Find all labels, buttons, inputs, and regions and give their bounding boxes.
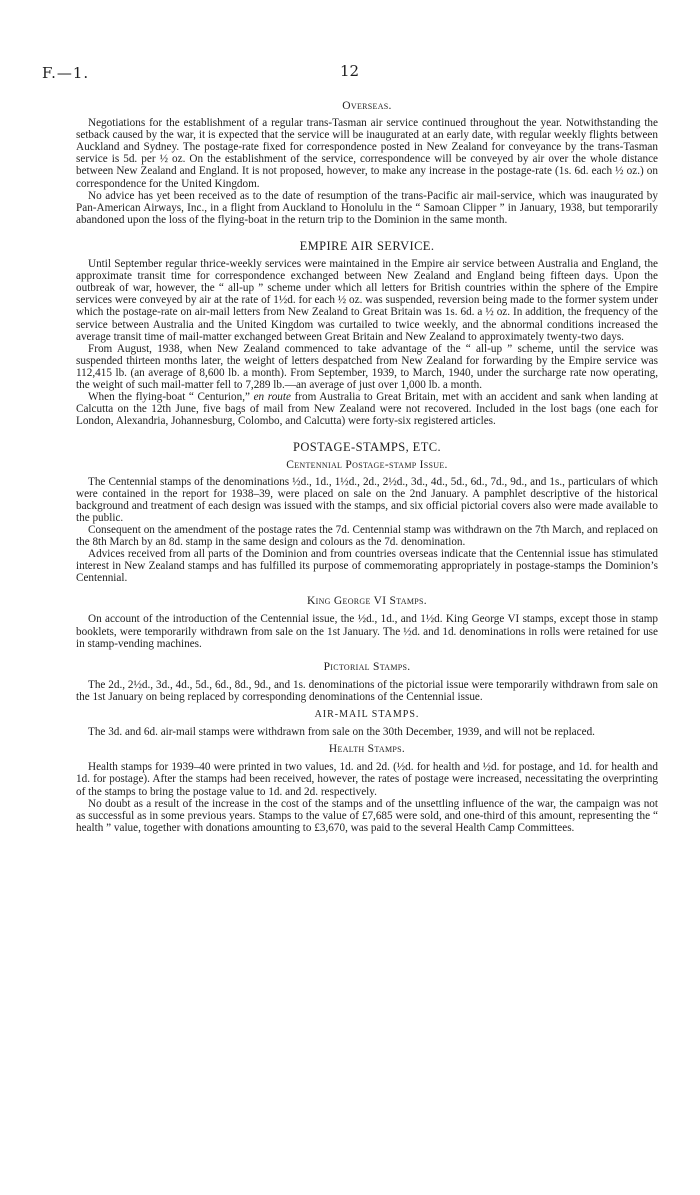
king-george-paragraph-1: On account of the introduction of the Centennial issue, the ½d., 1d., and 1½d. King George VI stamps, except those in stamp booklets, were temporarily withdrawn from sale on the 1st January. The ½d. and 1d. denominations in rolls were retained for use in stamp-vending machines. (76, 613, 658, 650)
empire-paragraph-2: From August, 1938, when New Zealand commenced to take advantage of the “ all-up ” scheme, until the service was suspended thirteen months later, the weight of letters despatched from New Zealand for forwarding by the Empire service was 112,415 lb. (an average of 8,600 lb. a month). From September, 1939, to March, 1940, under the surcharge rate now operating, the weight of such mail-matter fell to 7,289 lb.—an average of just over 1,000 lb. a month. (76, 342, 658, 391)
postage-stamps-heading: POSTAGE-STAMPS, ETC. (292, 440, 442, 455)
centennial-paragraph-3: Advices received from all parts of the Dominion and from countries overseas indicate that the Centennial issue has stimulated interest in New Zealand stamps and has fulfilled its purpose of commemorating appropriately in postage-stamps the Dominion’s Centennial. (76, 548, 658, 585)
overseas-paragraph-2: No advice has yet been received as to the date of resumption of the trans-Pacific air mail-service, which was inaugurated by Pan-American Airways, Inc., in a flight from Auckland to Honolulu in the “ Samoan Clipper ” in January, 1938, but temporarily abandoned upon the loss of the flying-boat in the return trip to the Dominion in the same month. (76, 189, 658, 226)
report-reference: F.—1. (42, 64, 90, 82)
empire-paragraph-1: Until September regular thrice-weekly services were maintained in the Empire air service between Australia and England, the approximate transit time for correspondence exchanged between New Zealand and England being fifteen days. Upon the outbreak of war, however, the “ all-up ” scheme under which all letters for British countries within the sphere of the Empire services were conveyed by air at the rate of 1½d. for each ½ oz. was suspended, reversion being made to the former system under which the postage-rate on air-mail letters from New Zealand to Great Britain was 1s. 6d. a ½ oz. In addition, the frequency of the service between Australia and the United Kingdom was curtailed to twice weekly, and the abnormal conditions increased the average transit time of mail-matter exchanged between Great Britain and New Zealand to approximately twenty-two days. (76, 258, 658, 343)
health-paragraph-2: No doubt as a result of the increase in the cost of the stamps and of the unsettling influence of the war, the campaign was not as successful as in some previous years. Stamps to the value of £7,685 were sold, and one-third of this amount, representing the “ health ” value, together with donations amounting to £3,670, was paid to the several Health Camp Committees. (76, 797, 658, 834)
centennial-paragraph-2: Consequent on the amendment of the postage rates the 7d. Centennial stamp was withdrawn on the 7th March, and replaced on the 8th March by an 8d. stamp in the same design and colours as the 7d. denomination. (76, 523, 658, 548)
en-route-italic: en route (253, 391, 291, 404)
overseas-heading: Overseas. (342, 100, 392, 112)
empire-paragraph-3 (76, 391, 658, 427)
king-george-stamps-heading: King George VI Stamps. (307, 595, 427, 608)
page-body (76, 92, 658, 834)
empire-air-service-heading: EMPIRE AIR SERVICE. (299, 238, 435, 253)
health-paragraph-1: Health stamps for 1939–40 were printed in two values, 1d. and 2d. (½d. for health and ½d. for postage, and 1d. for health and 1d. for postage). After the stamps had been received, however, the rates of postage were increased, necessitating the overprinting of the stamps to bring the postage value to 1d. and 2d. respectively. (76, 761, 658, 798)
empire-paragraph-3-start: When the flying-boat “ Centurion,” (88, 391, 254, 404)
empire-paragraph-3-end: from Australia to Great Britain, met with an accident and sank when landing at Calcutta on the 12th June, five bags of mail from New Zealand were not recovered. Included in the lost bags (one each for London, Alexandria, Johannesburg, Colombo, and Calcutta) were forty-six registered articles. (76, 391, 658, 428)
air-mail-stamps-heading: AIR-MAIL STAMPS. (314, 709, 420, 721)
pictorial-stamps-heading: Pictorial Stamps. (323, 660, 411, 673)
health-stamps-heading: Health Stamps. (328, 743, 406, 756)
pictorial-paragraph-1: The 2d., 2½d., 3d., 4d., 5d., 6d., 8d., 9d., and 1s. denominations of the pictorial issue were temporarily withdrawn from sale on the 1st January on being replaced by corresponding denominations of the Centennial issue. (76, 678, 658, 703)
air-mail-paragraph-1: The 3d. and 6d. air-mail stamps were withdrawn from sale on the 30th December, 1939, and will not be replaced. (88, 726, 595, 739)
page-number: 12 (340, 62, 360, 80)
overseas-paragraph-1: Negotiations for the establishment of a regular trans-Tasman air service continued throughout the year. Notwithstanding the setback caused by the war, it is expected that the service will be inaugurated at an early date, with regular weekly flights between Auckland and Sydney. The postage-rate fixed for correspondence posted in New Zealand for conveyance by the trans-Tasman service is 5d. per ½ oz. On the establishment of the service, correspondence will be conveyed by air over the whole distance between New Zealand and England. It is not proposed, however, to make any increase in the postage-rate (1s. 6d. each ½ oz.) on correspondence for the United Kingdom. (76, 117, 658, 190)
centennial-issue-heading: Centennial Postage-stamp Issue. (286, 459, 448, 472)
centennial-paragraph-1: The Centennial stamps of the denominations ½d., 1d., 1½d., 2d., 2½d., 3d., 4d., 5d., 6d., 7d., 9d., and 1s., particulars of which were contained in the report for 1938–39, were placed on sale on the 2nd January. A pamphlet descriptive of the historical background and treatment of each design was issued with the stamps, and six official pictorial covers also were made available to the public. (76, 475, 658, 524)
